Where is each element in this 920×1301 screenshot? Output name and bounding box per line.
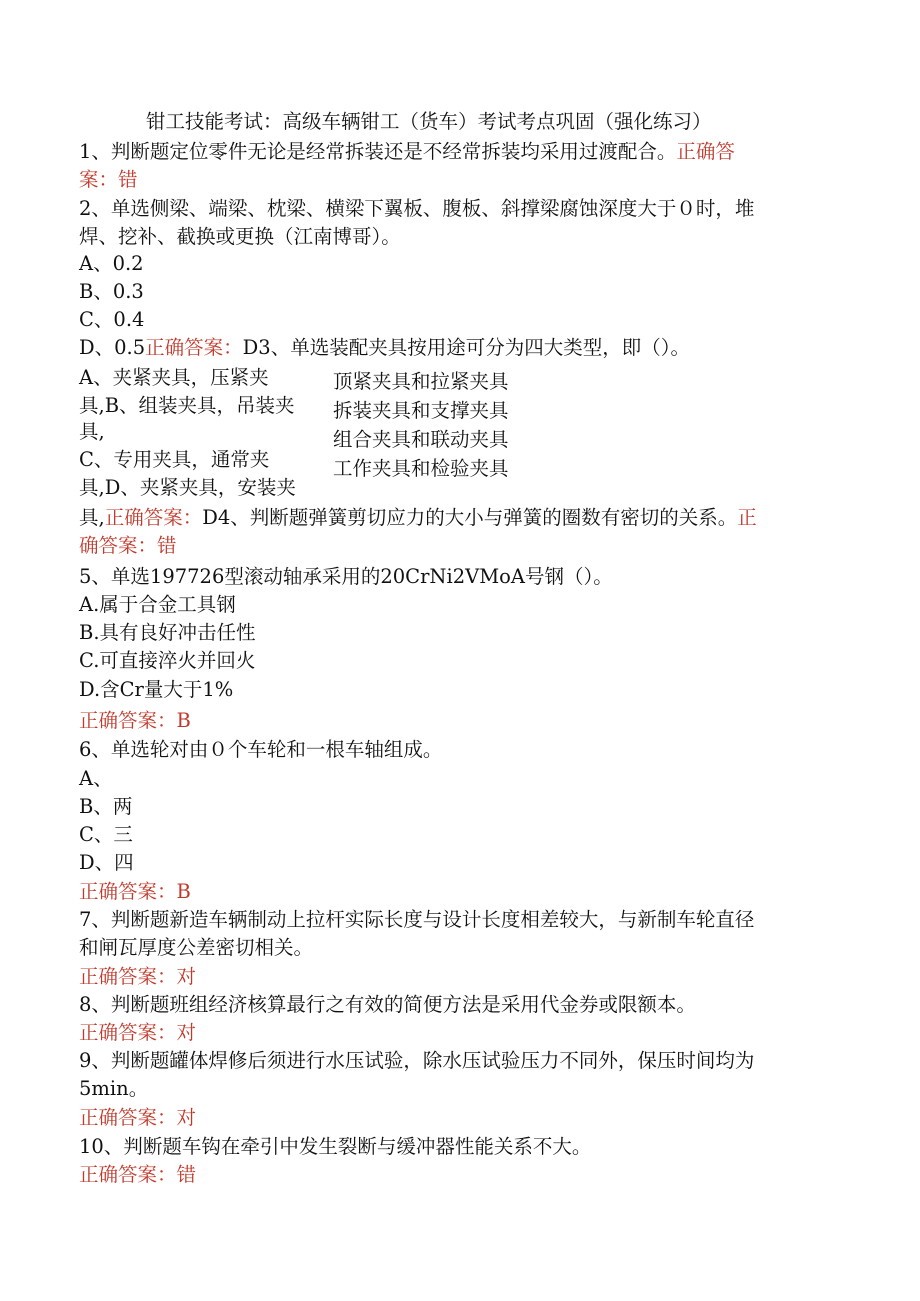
question-10-line-1: 10、判断题车钩在牵引中发生裂断与缓冲器性能关系不大。 — [79, 1135, 592, 1158]
question-2-option-d: D、0.5正确答案：D3、单选装配夹具按用途可分为四大类型，即（）。 — [79, 336, 690, 359]
question-1-line-1: 1、判断题定位零件无论是经常拆装还是不经常拆装均采用过渡配合。正确答 — [79, 140, 735, 163]
question-2-option-b: B、0.3 — [79, 280, 144, 303]
question-3-option-right-2: 拆装夹具和支撑夹具 — [333, 399, 509, 422]
question-3-answer-line: 具,正确答案：D4、判断题弹簧剪切应力的大小与弹簧的圈数有密切的关系。正 — [79, 506, 757, 529]
question-6-answer: 正确答案：B — [79, 880, 191, 903]
question-9-line-2: 5min。 — [79, 1077, 149, 1100]
question-5-option-c: C.可直接淬火并回火 — [79, 649, 256, 672]
answer-label: 正 — [737, 506, 757, 529]
question-6-option-b: B、两 — [79, 795, 133, 818]
question-7-line-1: 7、判断题新造车辆制动上拉杆实际长度与设计长度相差较大，与新制车轮直径 — [79, 908, 755, 931]
question-3-option-right-4: 工作夹具和检验夹具 — [333, 457, 509, 480]
question-2-line-1: 2、单选侧梁、端梁、枕梁、横梁下翼板、腹板、斜撑梁腐蚀深度大于０时，堆 — [79, 197, 755, 220]
question-5-answer: 正确答案：B — [79, 709, 191, 732]
question-6-line-1: 6、单选轮对由０个车轮和一根车轴组成。 — [79, 738, 443, 761]
question-2-option-c: C、0.4 — [79, 308, 145, 331]
question-9-answer: 正确答案：对 — [79, 1106, 197, 1129]
question-5-option-d: D.含Cr量大于1% — [79, 678, 234, 701]
question-10-answer: 正确答案：错 — [79, 1163, 197, 1186]
question-3-option-left-5: 具,D、夹紧夹具，安装夹 — [79, 476, 296, 499]
page-title: 钳工技能考试：高级车辆钳工（货车）考试考点巩固（强化练习） — [146, 110, 712, 133]
question-2-option-a: A、0.2 — [79, 252, 144, 275]
question-6-option-a: A、 — [79, 767, 113, 790]
question-9-line-1: 9、判断题罐体焊修后须进行水压试验，除水压试验压力不同外，保压时间均为 — [79, 1049, 755, 1072]
question-1-answer: 案：错 — [79, 168, 138, 191]
question-3-option-left-4: C、专用夹具，通常夹 — [79, 448, 270, 471]
question-6-option-c: C、三 — [79, 823, 133, 846]
question-3-option-left-3: 具, — [79, 420, 105, 443]
question-5-option-b: B.具有良好冲击任性 — [79, 621, 256, 644]
question-8-answer: 正确答案：对 — [79, 1021, 197, 1044]
question-5-line-1: 5、单选197726型滚动轴承采用的20CrNi2VMoA号钢（）。 — [79, 565, 613, 588]
question-6-option-d: D、四 — [79, 851, 134, 874]
question-8-line-1: 8、判断题班组经济核算最行之有效的简便方法是采用代金券或限额本。 — [79, 993, 696, 1016]
answer-label: 正确答 — [676, 140, 735, 163]
answer-label: 正确答案： — [145, 336, 243, 359]
question-3-option-right-3: 组合夹具和联动夹具 — [333, 428, 509, 451]
question-2-line-2: 焊、挖补、截换或更换（江南博哥）。 — [79, 225, 401, 248]
question-5-option-a: A.属于合金工具钢 — [79, 593, 236, 616]
question-3-option-right-1: 顶紧夹具和拉紧夹具 — [333, 370, 509, 393]
question-3-option-left-2: 具,B、组装夹具，吊装夹 — [79, 394, 295, 417]
answer-label: 正确答案： — [104, 506, 203, 529]
question-7-line-2: 和闸瓦厚度公差密切相关。 — [79, 936, 314, 959]
question-7-answer: 正确答案：对 — [79, 965, 197, 988]
question-4-answer: 确答案：错 — [79, 534, 177, 557]
question-3-option-left-1: A、夹紧夹具，压紧夹 — [79, 366, 269, 389]
